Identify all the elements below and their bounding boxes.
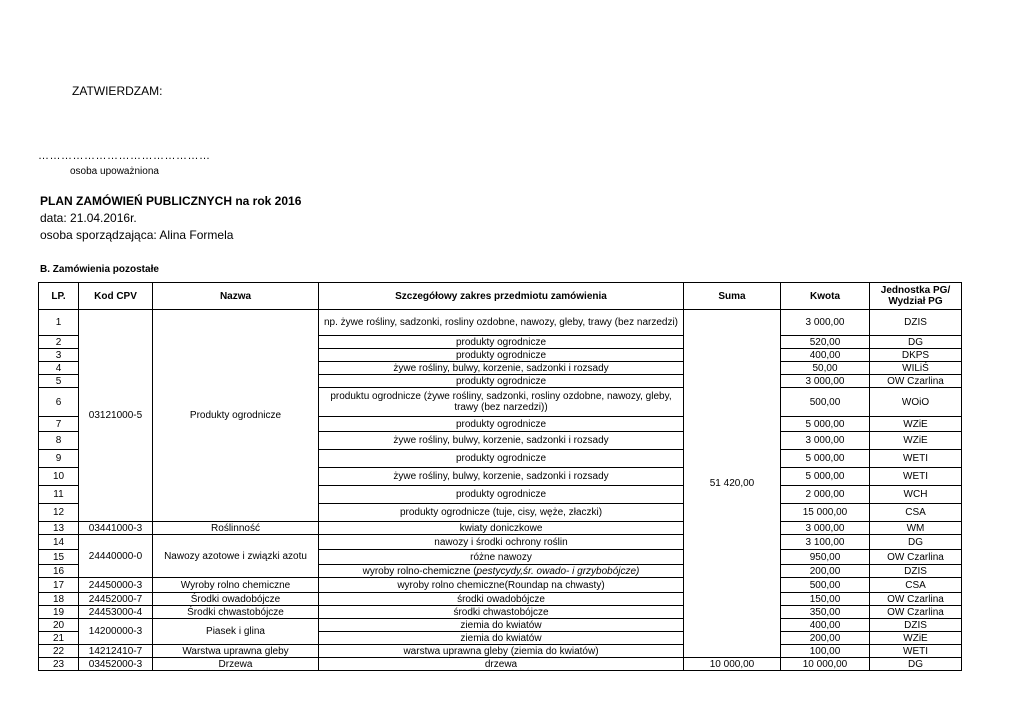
- cell-name: Drzewa: [153, 658, 319, 671]
- cell-lp: 10: [39, 468, 79, 486]
- table-row: [39, 619, 962, 632]
- cell-scope: warstwa uprawna gleby (ziemia do kwiatów): [319, 645, 684, 658]
- cell-name: Roślinność: [153, 522, 319, 535]
- cell-amount: 10 000,00: [781, 658, 870, 671]
- table-row: [39, 578, 962, 593]
- header-sum: Suma: [684, 283, 781, 310]
- header-name: Nazwa: [153, 283, 319, 310]
- cell-cpv: 24440000-0: [79, 535, 153, 578]
- cell-lp: 11: [39, 486, 79, 504]
- cell-lp: 19: [39, 606, 79, 619]
- cell-scope: produkty ogrodnicze: [319, 417, 684, 432]
- cell-lp: 3: [39, 349, 79, 362]
- section-title: B. Zamówienia pozostałe: [40, 264, 159, 275]
- cell-name: Produkty ogrodnicze: [153, 310, 319, 522]
- cell-unit: OW Czarlina: [870, 593, 962, 606]
- cell-unit: DZIS: [870, 619, 962, 632]
- cell-scope: różne nawozy: [319, 550, 684, 565]
- cell-lp: 12: [39, 504, 79, 522]
- cell-lp: 8: [39, 432, 79, 450]
- cell-scope: drzewa: [319, 658, 684, 671]
- cell-lp: 1: [39, 310, 79, 336]
- cell-unit: WZiE: [870, 432, 962, 450]
- cell-scope: nawozy i środki ochrony roślin: [319, 535, 684, 550]
- cell-amount: 3 100,00: [781, 535, 870, 550]
- header-unit: Jednostka PG/ Wydział PG: [870, 283, 962, 310]
- cell-cpv: 03441000-3: [79, 522, 153, 535]
- cell-cpv: 03452000-3: [79, 658, 153, 671]
- cell-amount: 500,00: [781, 578, 870, 593]
- cell-lp: 17: [39, 578, 79, 593]
- cell-cpv: 14212410-7: [79, 645, 153, 658]
- header-lp: LP.: [39, 283, 79, 310]
- cell-scope: produkty ogrodnicze: [319, 486, 684, 504]
- procurement-table: [38, 282, 962, 671]
- cell-lp: 23: [39, 658, 79, 671]
- cell-amount: 3 000,00: [781, 375, 870, 388]
- cell-lp: 7: [39, 417, 79, 432]
- table-row: [39, 658, 962, 671]
- cell-unit: WM: [870, 522, 962, 535]
- cell-scope: ziemia do kwiatów: [319, 632, 684, 645]
- cell-unit: OW Czarlina: [870, 375, 962, 388]
- cell-lp: 14: [39, 535, 79, 550]
- cell-amount: 100,00: [781, 645, 870, 658]
- cell-scope: żywe rośliny, bulwy, korzenie, sadzonki i rozsady: [319, 468, 684, 486]
- cell-lp: 5: [39, 375, 79, 388]
- cell-amount: 15 000,00: [781, 504, 870, 522]
- cell-scope: kwiaty doniczkowe: [319, 522, 684, 535]
- cell-unit: CSA: [870, 504, 962, 522]
- cell-unit: WZiE: [870, 417, 962, 432]
- cell-scope: wyroby rolno chemiczne(Roundap na chwasty): [319, 578, 684, 593]
- cell-amount: 2 000,00: [781, 486, 870, 504]
- table-row: [39, 535, 962, 550]
- cell-scope: środki owadobójcze: [319, 593, 684, 606]
- cell-amount: 950,00: [781, 550, 870, 565]
- cell-unit: DG: [870, 535, 962, 550]
- cell-sum: 51 420,00: [684, 310, 781, 658]
- cell-amount: 3 000,00: [781, 310, 870, 336]
- cell-scope: ziemia do kwiatów: [319, 619, 684, 632]
- cell-name: Środki owadobójcze: [153, 593, 319, 606]
- cell-unit: WZiE: [870, 632, 962, 645]
- table-header-row: [39, 283, 962, 310]
- cell-amount: 200,00: [781, 632, 870, 645]
- cell-cpv: 24453000-4: [79, 606, 153, 619]
- cell-lp: 18: [39, 593, 79, 606]
- header-scope: Szczegółowy zakres przedmiotu zamówienia: [319, 283, 684, 310]
- cell-unit: WETI: [870, 645, 962, 658]
- cell-unit: CSA: [870, 578, 962, 593]
- signature-line: ………………………………………: [38, 150, 211, 162]
- table-row: [39, 522, 962, 535]
- cell-amount: 3 000,00: [781, 522, 870, 535]
- scope-italic-text: pestycydy,śr. owado- i grzybobójcze): [476, 565, 640, 577]
- cell-scope: produkty ogrodnicze: [319, 336, 684, 349]
- cell-scope: środki chwastobójcze: [319, 606, 684, 619]
- cell-unit: OW Czarlina: [870, 550, 962, 565]
- cell-amount: 400,00: [781, 349, 870, 362]
- cell-amount: 350,00: [781, 606, 870, 619]
- cell-lp: 6: [39, 388, 79, 417]
- cell-amount: 5 000,00: [781, 468, 870, 486]
- cell-unit: WOiO: [870, 388, 962, 417]
- cell-lp: 15: [39, 550, 79, 565]
- scope-plain-text: wyroby rolno-chemiczne (: [362, 565, 477, 577]
- cell-amount: 400,00: [781, 619, 870, 632]
- cell-scope: [319, 565, 684, 578]
- cell-lp: 4: [39, 362, 79, 375]
- cell-name: Wyroby rolno chemiczne: [153, 578, 319, 593]
- plan-date: data: 21.04.2016r.: [40, 211, 137, 225]
- table-row: [39, 310, 962, 336]
- cell-unit: WETI: [870, 468, 962, 486]
- cell-name: Piasek i glina: [153, 619, 319, 645]
- cell-cpv: 24452000-7: [79, 593, 153, 606]
- cell-scope: żywe rośliny, bulwy, korzenie, sadzonki i rozsady: [319, 432, 684, 450]
- cell-scope: produkty ogrodnicze: [319, 375, 684, 388]
- cell-unit: WCH: [870, 486, 962, 504]
- cell-scope: żywe rośliny, bulwy, korzenie, sadzonki i rozsady: [319, 362, 684, 375]
- cell-amount: 3 000,00: [781, 432, 870, 450]
- cell-cpv: 24450000-3: [79, 578, 153, 593]
- cell-scope: produkty ogrodnicze: [319, 349, 684, 362]
- cell-lp: 9: [39, 450, 79, 468]
- table-row: [39, 606, 962, 619]
- cell-unit: DZIS: [870, 565, 962, 578]
- cell-unit: WILiŚ: [870, 362, 962, 375]
- cell-amount: 150,00: [781, 593, 870, 606]
- plan-title: PLAN ZAMÓWIEŃ PUBLICZNYCH na rok 2016: [40, 194, 302, 208]
- table-row: [39, 593, 962, 606]
- cell-cpv: 14200000-3: [79, 619, 153, 645]
- cell-unit: DG: [870, 658, 962, 671]
- cell-unit: DKPS: [870, 349, 962, 362]
- cell-amount: 5 000,00: [781, 417, 870, 432]
- cell-scope: np. żywe rośliny, sadzonki, rosliny ozdobne, nawozy, gleby, trawy (bez narzedzi): [319, 310, 684, 336]
- cell-unit: OW Czarlina: [870, 606, 962, 619]
- cell-unit: WETI: [870, 450, 962, 468]
- cell-lp: 22: [39, 645, 79, 658]
- cell-cpv: 03121000-5: [79, 310, 153, 522]
- cell-name: Środki chwastobójcze: [153, 606, 319, 619]
- cell-amount: 5 000,00: [781, 450, 870, 468]
- cell-name: Nawozy azotowe i związki azotu: [153, 535, 319, 578]
- cell-lp: 16: [39, 565, 79, 578]
- cell-unit: DZIS: [870, 310, 962, 336]
- header-cpv: Kod CPV: [79, 283, 153, 310]
- cell-scope: produkty ogrodnicze (tuje, cisy, węże, złaczki): [319, 504, 684, 522]
- cell-lp: 2: [39, 336, 79, 349]
- cell-lp: 20: [39, 619, 79, 632]
- plan-author: osoba sporządzająca: Alina Formela: [40, 228, 234, 242]
- cell-amount: 520,00: [781, 336, 870, 349]
- cell-lp: 21: [39, 632, 79, 645]
- cell-scope: produkty ogrodnicze: [319, 450, 684, 468]
- authorized-person-label: osoba upoważniona: [70, 166, 159, 177]
- cell-name: Warstwa uprawna gleby: [153, 645, 319, 658]
- approval-label: ZATWIERDZAM:: [72, 84, 163, 98]
- cell-sum: 10 000,00: [684, 658, 781, 671]
- cell-lp: 13: [39, 522, 79, 535]
- table-row: [39, 645, 962, 658]
- cell-unit: DG: [870, 336, 962, 349]
- cell-amount: 500,00: [781, 388, 870, 417]
- cell-scope: produktu ogrodnicze (żywe rośliny, sadzonki, rosliny ozdobne, nawozy, gleby, trawy (bez narzedzi)): [319, 388, 684, 417]
- cell-amount: 50,00: [781, 362, 870, 375]
- cell-amount: 200,00: [781, 565, 870, 578]
- header-amount: Kwota: [781, 283, 870, 310]
